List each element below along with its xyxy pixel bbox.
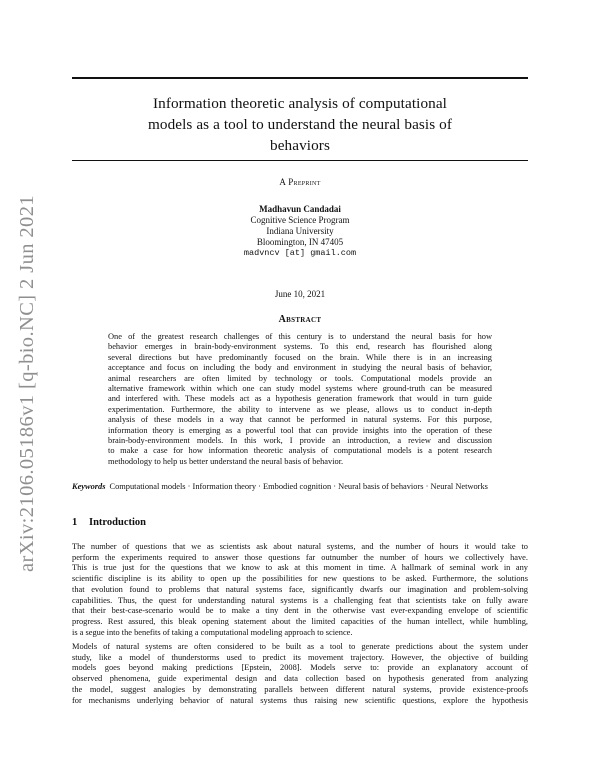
title-line: models as a tool to understand the neural basis of <box>147 116 453 133</box>
paragraph-line: scientific discipline is its ability to open up the possibilities for new questions to be asked. Furthermore, the solutions <box>72 574 528 584</box>
abstract-line: behavior emerges in brain-body-environment systems. To this end, research has flourished along <box>108 342 492 352</box>
author-name: Madhavun Candadai <box>259 204 341 214</box>
paragraph-line: study, like a model of thunderstorms used to predict its movement trajectory. However, the objective of building <box>72 652 528 662</box>
abstract-line: One of the greatest research challenges of this century is to understand the neural basis for how <box>108 332 492 341</box>
paragraph-line: perform the experiments required to answer those questions far outnumber the number of hours we collectively have. <box>72 552 528 562</box>
abstract-line: several directions but have predominantly focused on the brain. While there is in an increasing <box>108 352 492 362</box>
abstract-line: acceptance and focus on including the body and environment in studying the neural basis of behavior, <box>108 363 492 373</box>
abstract-line: analysis of these models in a way that cannot be performed in natural systems. For this purpose, <box>108 415 492 425</box>
intro-paragraph-1 <box>72 542 528 638</box>
paragraph-line: for mechanisms underlying behavior of natural systems thus raising new scientific questions, explore the hypothesis <box>72 695 528 705</box>
abstract-body <box>108 332 492 467</box>
arxiv-stamp <box>7 194 47 572</box>
paper-title <box>72 93 528 156</box>
abstract-line: information theory is emerging as a powerful tool that can provide insights into the operation of these <box>108 425 492 435</box>
title-line: Information theoretic analysis of computational <box>152 95 448 112</box>
abstract-line: to make a case for how information theoretic analysis of computational models is a potent research <box>108 446 492 456</box>
author-program: Cognitive Science Program <box>250 215 350 225</box>
paragraph-line: The number of questions that we as scientists ask about natural systems, and the number of hours it would take to <box>72 542 528 551</box>
abstract-line: and interfered with. These models act as a hypothesis generation framework that would in turn guide <box>108 394 492 404</box>
arxiv-id: arXiv:2106.05186v1 [q-bio.NC] 2 Jun 2021 <box>15 194 38 572</box>
abstract-line: brain-body-environment models. In this work, I provide an introduction, a review and discussion <box>108 436 492 446</box>
abstract-line: alternative framework within which one can study model systems where ground-truth can be measured <box>108 384 492 394</box>
title-top-rule <box>72 77 528 79</box>
paper-date: June 10, 2021 <box>274 289 326 299</box>
abstract-line: methodology to help us better understand the neural basis of behavior. <box>108 456 344 466</box>
title-line: behaviors <box>270 137 330 154</box>
author-location: Bloomington, IN 47405 <box>256 237 344 247</box>
paragraph-line: progress. Rest assured, this bleak opening statement about the limited capacities of the human intellect, while humbling, <box>72 616 528 626</box>
preprint-label: A Preprint <box>279 177 321 187</box>
paragraph-line: observed phenomena, guide experimental design and data collection based on hypothesis generated from analyzing <box>72 674 528 684</box>
paragraph-line: models goes beyond making predictions [Epstein, 2008]. Models serve to: provide an explanatory account of <box>72 663 528 673</box>
author-block <box>72 204 528 259</box>
abstract-line: experimentation. Furthermore, the ability to intervene as we please, allows us to conduct in-depth <box>108 404 492 414</box>
abstract-line: animal researchers are often limited by technology or tools. Computational models provide an <box>108 373 492 383</box>
keywords-label: Keywords <box>72 482 106 491</box>
paragraph-line: This is true just for the questions that we know to ask at this moment in time. A hallmark of seminal work in any <box>72 563 528 573</box>
paragraph-line: that their best-case-scenario would be to make a tiny dent in the otherwise vast ever-expanding envelope of scientific <box>72 606 528 616</box>
paragraph-line: Models of natural systems are often considered to be built as a tool to generate predictions about the system under <box>72 642 528 651</box>
title-bottom-rule <box>72 160 528 161</box>
paragraph-line: capabilities. Thus, the quest for understanding natural systems is a challenging feat that scientists take on fully aware <box>72 595 528 605</box>
section-title: Introduction <box>89 517 146 528</box>
paragraph-line: that evolution found to problems that natural systems face, significantly dwarfs our imagination and problem-solving <box>72 584 528 594</box>
intro-paragraph-2 <box>72 642 528 706</box>
keywords-text: Computational models · Information theory · Embodied cognition · Neural basis of behaviors · Neural Networks <box>109 482 488 491</box>
keywords <box>72 482 528 492</box>
section-number: 1 <box>72 517 78 528</box>
author-university: Indiana University <box>266 226 334 236</box>
paragraph-line: the model, suggest analogies by demonstrating parallels between different natural systems, provide existence-proofs <box>72 684 528 694</box>
author-email: madvncv [at] gmail.com <box>243 248 357 258</box>
paragraph-line: is a segue into the benefits of taking a computational modeling approach to science. <box>72 627 353 637</box>
abstract-heading: Abstract <box>278 314 322 325</box>
section-heading <box>72 517 528 528</box>
